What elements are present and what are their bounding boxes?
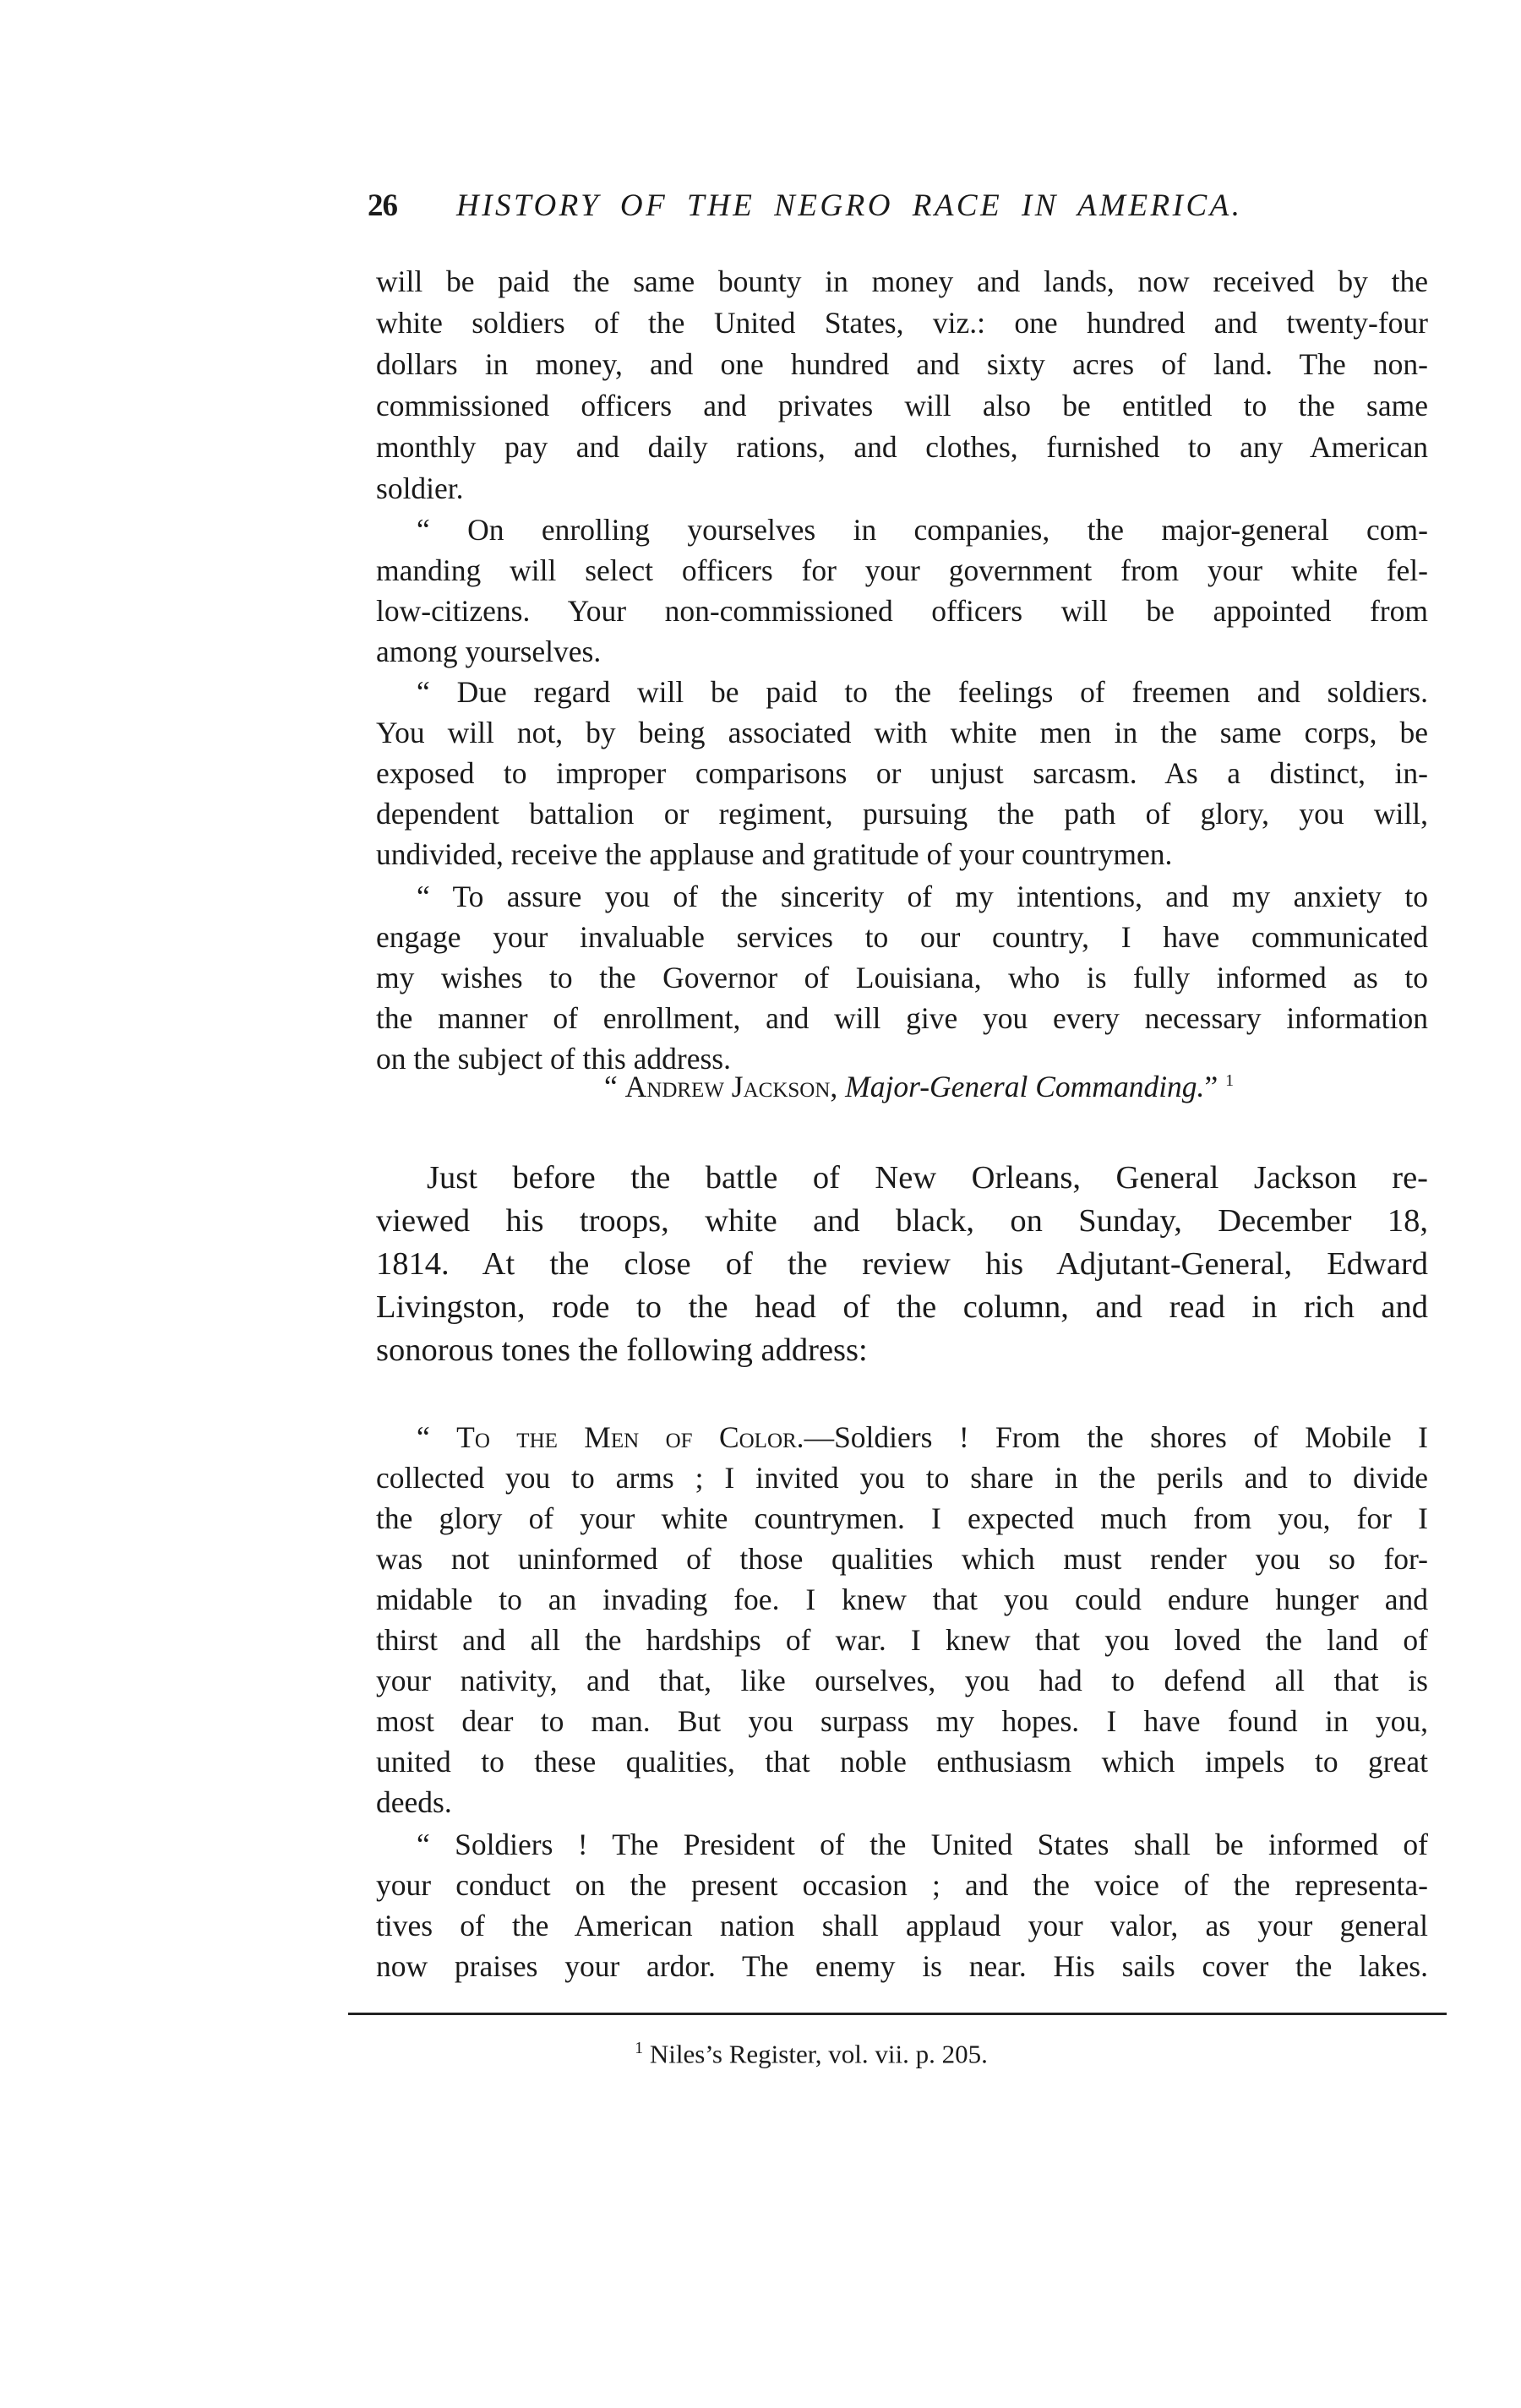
signatory-name: Andrew Jackson, xyxy=(624,1070,838,1103)
text-line: You will not, by being associated with white men in the same corps, be xyxy=(376,716,1428,749)
text-line: monthly pay and daily rations, and clothes, furnished to any American xyxy=(376,430,1428,464)
text-line: my wishes to the Governor of Louisiana, who is fully informed as to xyxy=(376,961,1428,994)
text-line: 1814. At the close of the review his Adjutant-General, Edward xyxy=(376,1246,1428,1282)
text-line: viewed his troops, white and black, on Sunday, December 18, xyxy=(376,1203,1428,1239)
open-quote: “ xyxy=(417,1420,457,1454)
paragraph-start-line: “ Due regard will be paid to the feelings of freemen and soldiers. xyxy=(417,675,1428,709)
signature-line xyxy=(604,1069,1234,1104)
paragraph-start-line: Just before the battle of New Orleans, General Jackson re- xyxy=(427,1160,1428,1196)
text-line: manding will select officers for your government from your white fel- xyxy=(376,553,1428,587)
text-line: dependent battalion or regiment, pursuing the path of glory, you will, xyxy=(376,797,1428,831)
footnote-text: Niles’s Register, vol. vii. p. 205. xyxy=(643,2039,988,2069)
text-fragment: —Soldiers ! From the shores of Mobile I xyxy=(804,1420,1428,1454)
open-quote: “ xyxy=(604,1070,618,1103)
address-heading: To the Men of Color. xyxy=(456,1420,804,1454)
footnote-marker: 1 xyxy=(635,2039,644,2057)
page-number: 26 xyxy=(368,188,397,223)
footnote-reference[interactable]: 1 xyxy=(1225,1071,1235,1091)
footnote xyxy=(0,2039,1521,2069)
paragraph-start-line: “ Soldiers ! The President of the United States shall be informed of xyxy=(417,1828,1428,1861)
text-line: collected you to arms ; I invited you to share in the perils and to divide xyxy=(376,1461,1428,1495)
paragraph-start-line: “ To assure you of the sincerity of my intentions, and my anxiety to xyxy=(417,880,1428,913)
text-line: soldier. xyxy=(376,471,464,505)
text-line: white soldiers of the United States, viz.: one hundred and twenty-four xyxy=(376,306,1428,340)
text-line: the manner of enrollment, and will give you every necessary information xyxy=(376,1001,1428,1035)
text-line: undivided, receive the applause and gratitude of your countrymen. xyxy=(376,837,1173,871)
text-line: midable to an invading foe. I knew that you could endure hunger and xyxy=(376,1583,1428,1616)
text-line: engage your invaluable services to our country, I have communicated xyxy=(376,920,1428,954)
text-line: thirst and all the hardships of war. I knew that you loved the land of xyxy=(376,1623,1428,1657)
close-quote: ” xyxy=(1204,1070,1218,1103)
text-line: your nativity, and that, like ourselves, you had to defend all that is xyxy=(376,1664,1428,1697)
text-line: low-citizens. Your non-commissioned officers will be appointed from xyxy=(376,594,1428,628)
text-line: Livingston, rode to the head of the column, and read in rich and xyxy=(376,1289,1428,1325)
text-line: tives of the American nation shall applaud your valor, as your general xyxy=(376,1909,1428,1942)
text-line: will be paid the same bounty in money and lands, now received by the xyxy=(376,264,1428,298)
text-line: the glory of your white countrymen. I expected much from you, for I xyxy=(376,1501,1428,1535)
text-line: on the subject of this address. xyxy=(376,1042,732,1076)
text-line: commissioned officers and privates will also be entitled to the same xyxy=(376,389,1428,422)
paragraph-start-line: “ On enrolling yourselves in companies, the major-general com- xyxy=(417,513,1428,547)
signatory-title: Major-General Commanding. xyxy=(845,1070,1205,1103)
footnote-divider xyxy=(348,2013,1447,2015)
text-line: exposed to improper comparisons or unjust sarcasm. As a distinct, in- xyxy=(376,756,1428,790)
address-heading-line xyxy=(376,1419,1428,1455)
running-title: HISTORY OF THE NEGRO RACE IN AMERICA. xyxy=(456,188,1243,223)
text-line: sonorous tones the following address: xyxy=(376,1332,868,1368)
text-line: your conduct on the present occasion ; and the voice of the representa- xyxy=(376,1868,1428,1902)
text-line: dollars in money, and one hundred and sixty acres of land. The non- xyxy=(376,347,1428,381)
text-line: among yourselves. xyxy=(376,635,602,668)
text-line: now praises your ardor. The enemy is near. His sails cover the lakes. xyxy=(376,1949,1428,1983)
text-line: united to these qualities, that noble enthusiasm which impels to great xyxy=(376,1745,1428,1779)
text-line: deeds. xyxy=(376,1785,452,1819)
page-header xyxy=(368,188,1441,230)
text-line: most dear to man. But you surpass my hopes. I have found in you, xyxy=(376,1704,1428,1738)
text-line: was not uninformed of those qualities which must render you so for- xyxy=(376,1542,1428,1576)
